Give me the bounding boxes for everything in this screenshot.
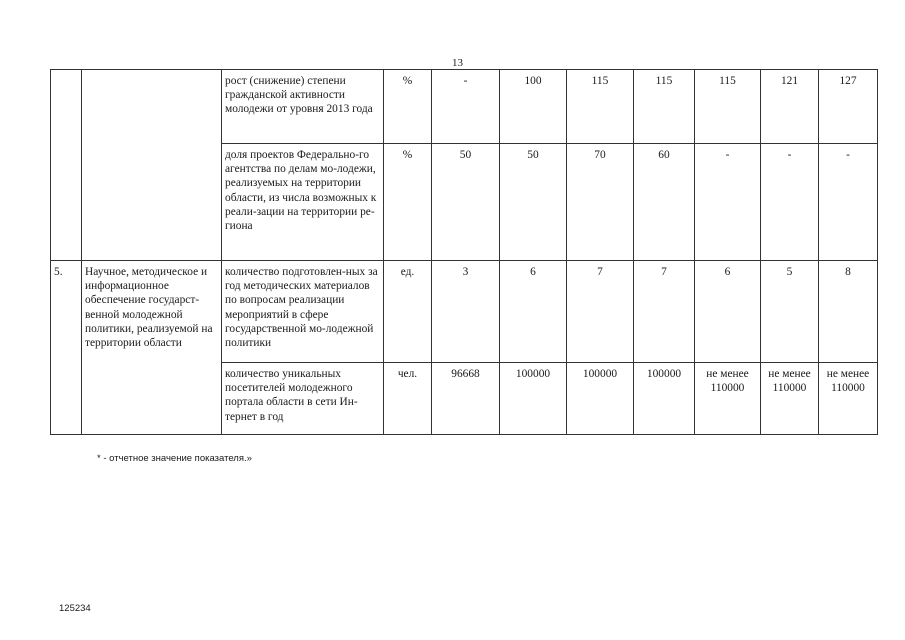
value-cell: 121: [761, 70, 819, 144]
value-cell: 7: [567, 261, 634, 363]
activity-name-cell: [82, 70, 222, 261]
value-cell: 100000: [567, 363, 634, 435]
value-cell: 50: [432, 144, 500, 261]
value-cell: не менее 110000: [819, 363, 878, 435]
value-cell: 50: [500, 144, 567, 261]
indicators-table: [50, 69, 878, 435]
value-cell: 100000: [634, 363, 695, 435]
table-row: [51, 70, 878, 144]
value-cell: -: [432, 70, 500, 144]
value-cell: 127: [819, 70, 878, 144]
value-cell: 5: [761, 261, 819, 363]
value-cell: 96668: [432, 363, 500, 435]
value-cell: 6: [695, 261, 761, 363]
indicator-cell: количество уникальных посетителей молодежного портала области в сети Ин-тернет в год: [222, 363, 384, 435]
value-cell: 60: [634, 144, 695, 261]
value-cell: 115: [567, 70, 634, 144]
unit-cell: %: [384, 144, 432, 261]
value-cell: 100: [500, 70, 567, 144]
unit-cell: ед.: [384, 261, 432, 363]
table-row: [51, 261, 878, 363]
row-number-cell: 5.: [51, 261, 82, 435]
value-cell: не менее 110000: [695, 363, 761, 435]
value-cell: -: [695, 144, 761, 261]
value-cell: -: [761, 144, 819, 261]
value-cell: 8: [819, 261, 878, 363]
row-number-cell: [51, 70, 82, 261]
value-cell: 7: [634, 261, 695, 363]
value-cell: 6: [500, 261, 567, 363]
unit-cell: %: [384, 70, 432, 144]
indicator-cell: рост (снижение) степени гражданской активности молодежи от уровня 2013 года: [222, 70, 384, 144]
value-cell: 70: [567, 144, 634, 261]
indicator-cell: количество подготовлен-ных за год методических материалов по вопросам реализации мероприятий в сфере государственной мо-лодежной политики: [222, 261, 384, 363]
activity-name-cell: Научное, методическое и информационное обеспечение государст-венной молодежной политики, реализуемой на территории области: [82, 261, 222, 435]
value-cell: не менее 110000: [761, 363, 819, 435]
value-cell: 3: [432, 261, 500, 363]
document-code: 125234: [59, 603, 91, 614]
indicator-cell: доля проектов Федерально-го агентства по делам мо-лодежи, реализуемых на территории области, из числа возможных к реали-зации на территории ре-гиона: [222, 144, 384, 261]
footnote: * - отчетное значение показателя.»: [97, 453, 252, 464]
value-cell: -: [819, 144, 878, 261]
value-cell: 100000: [500, 363, 567, 435]
unit-cell: чел.: [384, 363, 432, 435]
value-cell: 115: [695, 70, 761, 144]
value-cell: 115: [634, 70, 695, 144]
